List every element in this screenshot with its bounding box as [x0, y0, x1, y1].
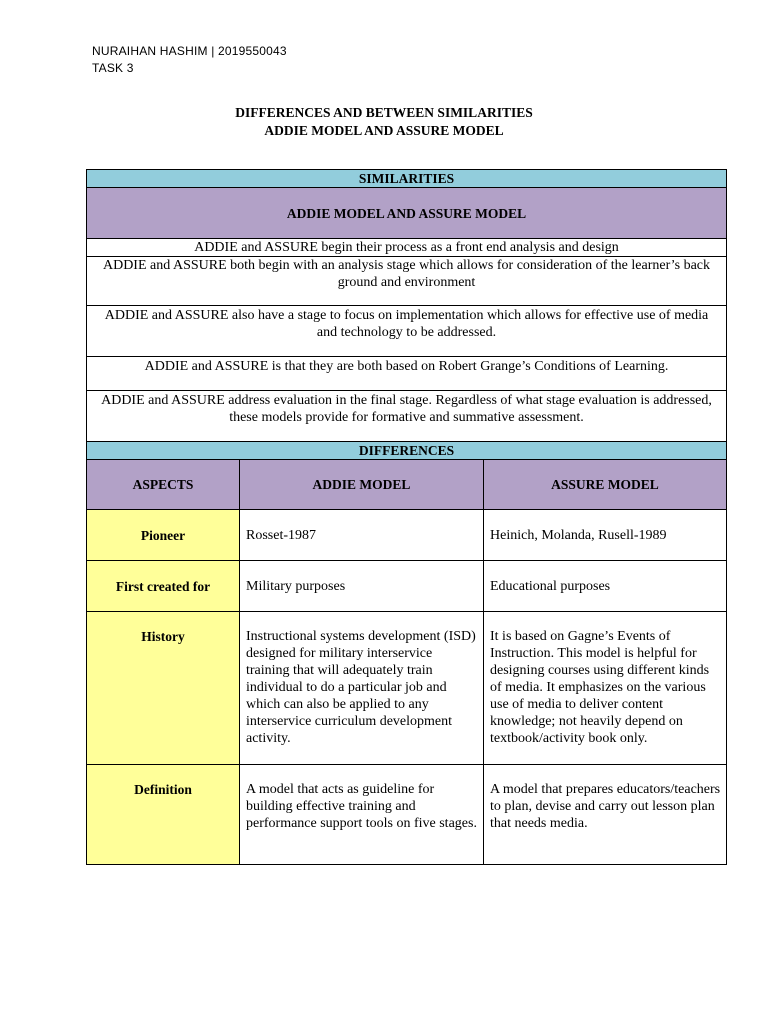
addie-cell: Instructional systems development (ISD) designed for military interservice training that will adequately train individual to do a particular job and which can also be applied to any interservice curriculum development activity.: [240, 612, 484, 765]
similarity-row: ADDIE and ASSURE address evaluation in the final stage. Regardless of what stage evaluation is addressed, these models provide for formative and summative assessment.: [87, 391, 727, 442]
similarities-subheading: ADDIE MODEL AND ASSURE MODEL: [87, 188, 727, 239]
comparison-table: [86, 169, 727, 865]
task-label: TASK 3: [92, 61, 134, 75]
aspect-cell: Pioneer: [87, 510, 240, 561]
page-title-line2: ADDIE MODEL AND ASSURE MODEL: [264, 123, 504, 138]
author-line: NURAIHAN HASHIM | 2019550043: [92, 44, 287, 58]
addie-cell: Military purposes: [240, 561, 484, 612]
similarity-row: ADDIE and ASSURE also have a stage to focus on implementation which allows for effective use of media and technology to be addressed.: [87, 306, 727, 357]
similarity-row: ADDIE and ASSURE is that they are both based on Robert Grange’s Conditions of Learning.: [87, 357, 727, 391]
assure-cell: Heinich, Molanda, Rusell-1989: [484, 510, 727, 561]
page-title-line1: DIFFERENCES AND BETWEEN SIMILARITIES: [235, 105, 533, 120]
differences-heading: DIFFERENCES: [87, 442, 727, 460]
aspect-cell: First created for: [87, 561, 240, 612]
assure-cell: Educational purposes: [484, 561, 727, 612]
assure-cell: It is based on Gagne’s Events of Instruction. This model is helpful for designing courses using different kinds of media. It emphasizes on the various use of media to deliver content knowledge; not heavily depend on textbook/activity book only.: [484, 612, 727, 765]
column-header-addie: ADDIE MODEL: [240, 460, 484, 510]
similarities-heading: SIMILARITIES: [87, 170, 727, 188]
aspect-cell: Definition: [87, 765, 240, 865]
column-header-assure: ASSURE MODEL: [484, 460, 727, 510]
aspect-cell: History: [87, 612, 240, 765]
assure-cell: A model that prepares educators/teachers to plan, devise and carry out lesson plan that needs media.: [484, 765, 727, 865]
similarity-row: ADDIE and ASSURE both begin with an analysis stage which allows for consideration of the learner’s back ground and environment: [87, 257, 727, 306]
similarity-row: ADDIE and ASSURE begin their process as a front end analysis and design: [87, 239, 727, 257]
column-header-aspects: ASPECTS: [87, 460, 240, 510]
addie-cell: A model that acts as guideline for building effective training and performance support tools on five stages.: [240, 765, 484, 865]
addie-cell: Rosset-1987: [240, 510, 484, 561]
